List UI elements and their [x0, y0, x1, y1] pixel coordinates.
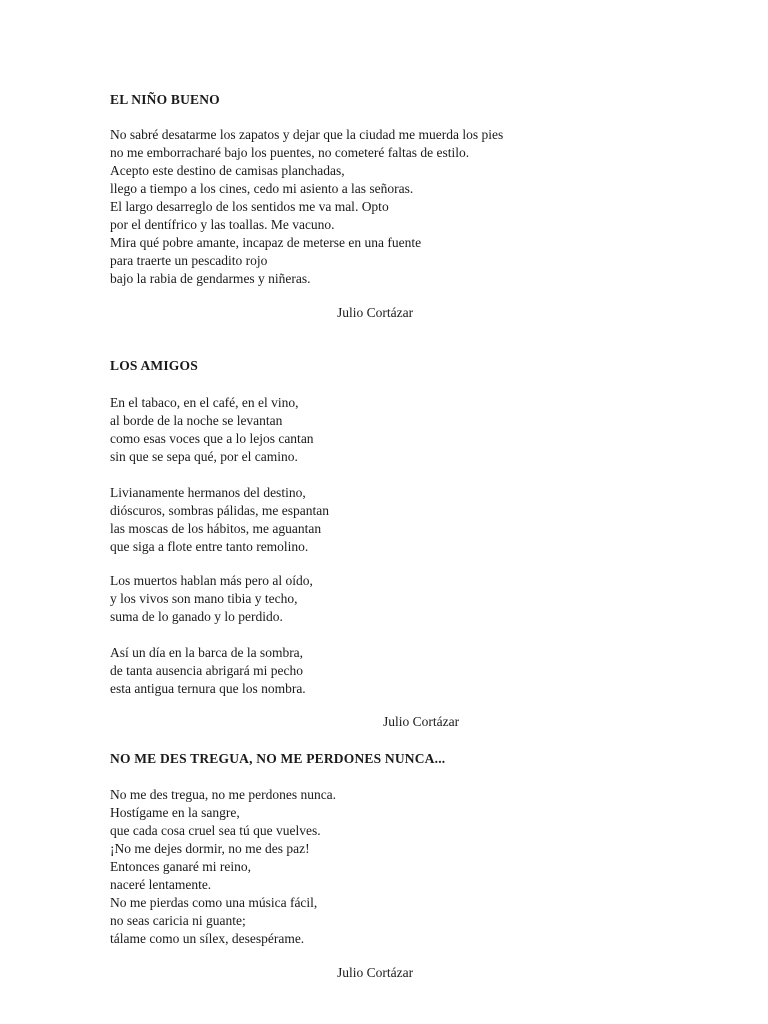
poem-line: ¡No me dejes dormir, no me des paz!	[110, 841, 310, 856]
poem-line: de tanta ausencia abrigará mi pecho	[110, 663, 304, 678]
poem-author: Julio Cortázar	[337, 965, 414, 980]
poem-line: Mira qué pobre amante, incapaz de meterse en una fuente	[110, 235, 422, 250]
poem-line: dióscuros, sombras pálidas, me espantan	[110, 503, 329, 518]
poem-line: llego a tiempo a los cines, cedo mi asiento a las señoras.	[110, 181, 414, 196]
poem-title: LOS AMIGOS	[110, 358, 198, 373]
poem-line: que siga a flote entre tanto remolino.	[110, 539, 309, 554]
poem-line: No me des tregua, no me perdones nunca.	[110, 787, 337, 802]
poem-line: como esas voces que a lo lejos cantan	[110, 431, 314, 446]
poem-title: NO ME DES TREGUA, NO ME PERDONES NUNCA...	[110, 751, 446, 766]
poem-line: y los vivos son mano tibia y techo,	[110, 591, 298, 606]
poem-stanza	[110, 394, 314, 466]
poem-line: por el dentífrico y las toallas. Me vacuno.	[110, 217, 335, 232]
poem-line: no me emborracharé bajo los puentes, no cometeré faltas de estilo.	[110, 145, 470, 160]
poem-line: Así un día en la barca de la sombra,	[110, 645, 304, 660]
poem-line: No me pierdas como una música fácil,	[110, 895, 318, 910]
poem-line: no seas caricia ni guante;	[110, 913, 246, 928]
poem-line: En el tabaco, en el café, en el vino,	[110, 395, 299, 410]
poem-stanza	[110, 126, 503, 288]
poem-line: suma de lo ganado y lo perdido.	[110, 609, 283, 624]
poem-line: las moscas de los hábitos, me aguantan	[110, 521, 322, 536]
poem-stanza	[110, 644, 306, 698]
poem-line: tálame como un sílex, desespérame.	[110, 931, 305, 946]
poem-line: sin que se sepa qué, por el camino.	[110, 449, 298, 464]
poem-stanza	[110, 484, 329, 556]
poem-line: Los muertos hablan más pero al oído,	[110, 573, 313, 588]
poem-line: esta antigua ternura que los nombra.	[110, 681, 306, 696]
poem-line: No sabré desatarme los zapatos y dejar que la ciudad me muerda los pies	[110, 127, 504, 142]
poem-line: bajo la rabia de gendarmes y niñeras.	[110, 271, 311, 286]
poem-line: al borde de la noche se levantan	[110, 413, 283, 428]
poem-line: Hostígame en la sangre,	[110, 805, 240, 820]
poem-line: naceré lentamente.	[110, 877, 212, 892]
poem-line: que cada cosa cruel sea tú que vuelves.	[110, 823, 321, 838]
poem-author: Julio Cortázar	[383, 714, 460, 729]
poem-stanza	[110, 572, 313, 626]
poem-line: El largo desarreglo de los sentidos me va mal. Opto	[110, 199, 389, 214]
poem-author: Julio Cortázar	[337, 305, 414, 320]
poem-line: Entonces ganaré mi reino,	[110, 859, 251, 874]
poem-line: Acepto este destino de camisas planchadas,	[110, 163, 345, 178]
poem-title: EL NIÑO BUENO	[110, 92, 220, 107]
poem-line: para traerte un pescadito rojo	[110, 253, 268, 268]
poem-stanza	[110, 786, 336, 948]
poem-line: Livianamente hermanos del destino,	[110, 485, 306, 500]
